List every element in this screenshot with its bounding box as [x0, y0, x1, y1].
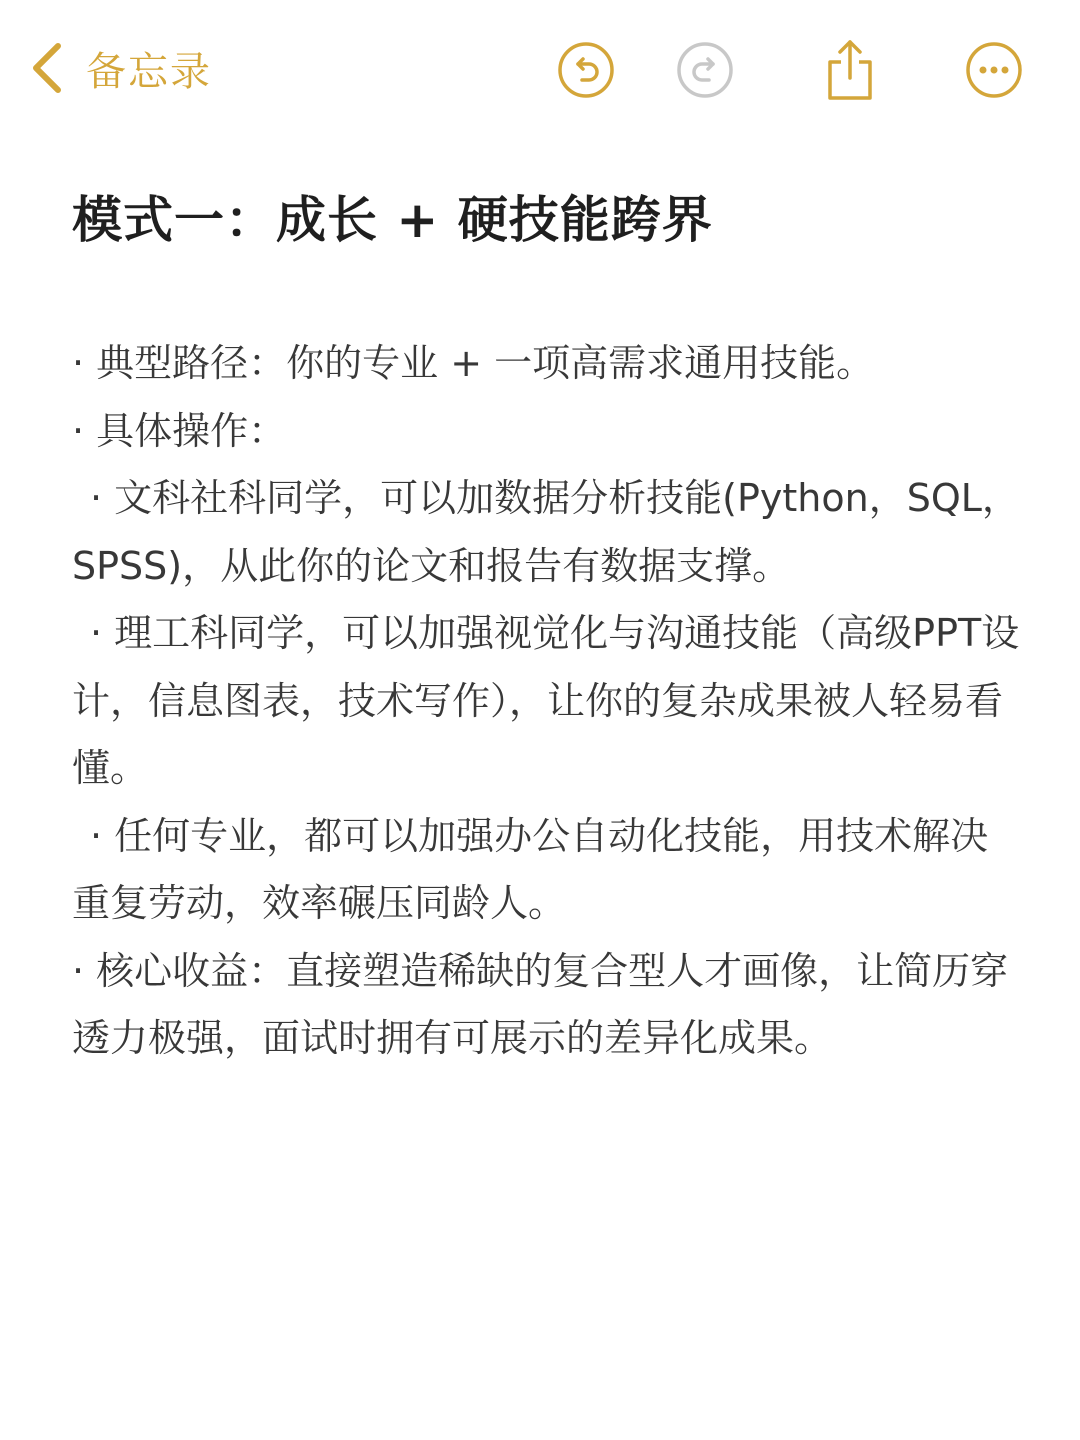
undo-button[interactable]	[556, 40, 616, 100]
chevron-left-icon	[30, 42, 64, 94]
back-label: 备忘录	[86, 48, 212, 95]
undo-icon	[556, 40, 616, 100]
note-paragraph: · 典型路径：你的专业 + 一项高需求通用技能。	[72, 341, 875, 385]
note-paragraph: · 任何专业，都可以加强办公自动化技能，用技术解决重复劳动，效率碾压同龄人。	[72, 813, 989, 925]
note-paragraph: · 核心收益：直接塑造稀缺的复合型人才画像，让简历穿透力极强，面试时拥有可展示的差异化成果。	[72, 948, 1009, 1060]
note-paragraph: · 具体操作：	[72, 408, 287, 453]
note-paragraph: · 文科社科同学，可以加数据分析技能(Python，SQL，SPSS)，从此你的论文和报告有数据支撑。	[72, 476, 1020, 588]
more-button[interactable]	[964, 40, 1024, 100]
note-paragraph: · 理工科同学，可以加强视觉化与沟通技能（高级PPT设计，信息图表，技术写作），让你的复杂成果被人轻易看懂。	[72, 611, 1020, 790]
redo-icon	[675, 40, 735, 100]
share-icon	[820, 38, 880, 102]
share-button[interactable]	[820, 40, 880, 100]
note-title: 模式一：成长 + 硬技能跨界	[72, 191, 713, 249]
back-button[interactable]	[30, 38, 212, 98]
navigation-bar	[0, 0, 1080, 140]
note-body	[72, 330, 1022, 1073]
redo-button[interactable]	[675, 40, 735, 100]
note-content[interactable]	[72, 180, 1022, 1073]
more-icon	[964, 40, 1024, 100]
